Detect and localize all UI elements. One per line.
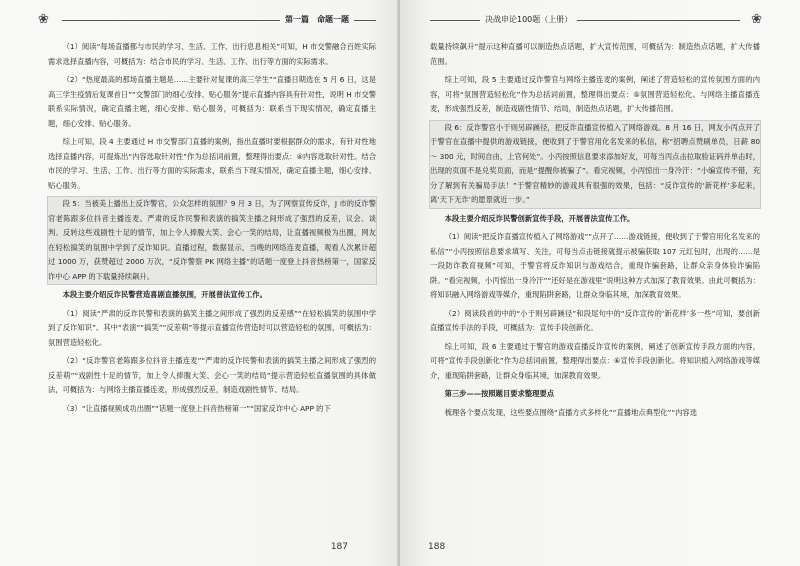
body-paragraph: （2）“热度最高的那场直播主题是……主要针对复课的高三学生”“直播日期选在 5 月 6 日，这是高三学生疫情后复课首日”“交警部门的细心安排、贴心服务”提示直播内容具有针对性，说明 H 市交警联系实际情况，确定直播主题，细心安排、贴心服务，可概括为：联系当下现实情况，确定直播主题，细心安排、贴心服务。 [48, 75, 376, 128]
body-paragraph: （2）“反诈警官老陈跟多位抖音主播连麦”“严肃的反诈民警和表演的搞笑主播之间形成了强烈的反差萌”“戏剧性十足的情节，加上令人捧腹大笑、会心一笑的结局”提示营造轻松直播氛围的具体做法，可概括为：与网络主播直播连麦，形成强烈反差，制造戏剧性情节、结局。 [48, 356, 376, 394]
page-number: 188 [428, 542, 446, 552]
flower-ornament-icon: ❀ [38, 12, 49, 27]
body-paragraph: （1）阅读“严肃的反诈民警和表演的搞笑主播之间形成了强烈的反差感”“在轻松搞笑的氛围中学到了反诈知识”。其中“表演”“搞笑”“反差萌”等提示直播宣传营造时可以营造轻松的氛围，可概括为：氛围营造轻松化。 [48, 308, 376, 347]
body-paragraph: 综上可知，段 6 主要通过于警官的游戏直播反诈宣传的案例，阐述了创新宣传手段方面的内容，可将“宣传手段创新化”作为总括词前置，整理得出要点：⑥宣传手段创新化。将知识植入网络游戏等媒介，重现陷阱套路，让群众身临其境，加深教育效果。 [430, 341, 760, 380]
highlighted-case-paragraph: 段 6：反诈警官小于则另辟蹊径，把反诈直播宣传植入了网络游戏。8 月 16 日，网友小丙点开了于警官在直播中提供的游戏链接，便收到了于警官用化名发来的私信，称“招聘点赞刷单员，日薪 80 ～ 300 元，时间自由，上官何处”。小丙按照信息要求添加好友，可每当丙点击拉取验证码并单击时，出现的页面不是兑奖页面，而是“提醒你被骗了”。看完视频，小丙惊出一身冷汗：“小编宣传不错，充分了解到有关骗局手法！”于警官精妙的游戏具有很强的效果，包括：“反诈宣传的‘新花样’多起来，离‘天下无诈’的愿景就近一步。” [430, 121, 760, 208]
body-paragraph: 梳理各个要点发现，这些要点围绕“直播方式多样化”“直播地点典型化”“内容选 [444, 407, 697, 417]
flower-ornament-icon: ❀ [751, 12, 762, 27]
body-paragraph: （1）阅读“每场直播都与市民的学习、生活、工作、出行息息相关”可知，H 市交警融合百姓实际需求选择直播内容，可概括为：结合市民的学习、生活、工作、出行等方面的实际需求。 [48, 42, 376, 66]
right-running-header: 决战申论100题（上册） [480, 14, 577, 26]
body-paragraph: （2）阅读段首的中的“小于则另辟蹊径”和段尾句中的“反诈宣传的‘新花样’多一些”可知，要创新直播宣传手法的手段，可概括为：宣传手段创新化。 [430, 308, 760, 332]
section-summary: 本段主要介绍反诈民警营造喜剧直播氛围，开展普法宣传工作。 [62, 290, 267, 299]
section-summary: 本段主要介绍反诈民警创新宣传手段，开展普法宣传工作。 [444, 213, 635, 223]
body-paragraph: （1）阅读“把反诈直播宣传植入了网络游戏”“点开了……游戏链接，便收到了于警官用化名发来的私信”“小丙按照信息要求填写、关注，可每当点击链接就提示被骗获取 107 元红包时，出现的……是一段防诈教育视频”可知，于警官将反诈知识与游戏结合，重现诈骗套路，让群众亲身体验诈骗陷阱。“看完视频，小丙惊出一身冷汗”“还好是在游戏里”说明这种方式加深了教育效果。由此可概括为：将知识融入网络游戏等媒介，重现陷阱套路，让群众身临其境，加深教育效果。 [430, 232, 760, 299]
header-rule [430, 20, 740, 21]
page-number: 187 [330, 542, 348, 552]
body-paragraph: 综上可知，段 4 主要通过 H 市交警部门直播的案例，指出直播时要根据群众的需求，有针对性地选择直播内容，可提炼出“内容选取针对性”作为总括词前置，整理得出要点：④内容选取针对性。结合市民的学习、生活、工作、出行等方面的实际需求，联系当下现实情况，确定直播主题，细心安排、贴心服务。 [48, 137, 376, 190]
body-paragraph: 载量持续飙升”提示这种直播可以制造热点话题，扩大宣传范围，可概括为：制造热点话题，扩大传播范围。 [430, 42, 760, 66]
left-running-header: 第一篇 命题一题 [280, 14, 354, 26]
highlighted-case-paragraph: 段 5：当被美上播出上反诈警官，公众怎样的氛围？9 月 3 日，为了网察宣传反诈，J 市的反诈警官老陈跟多位抖音主播连麦。严肃的反诈民警和表演的搞笑主播之间形成了强烈的反差，议会、谈判、反转这些戏剧性十足的情节，加上令人捧腹大笑、会心一笑的结局，让直播视频极为出圈，网友在轻松搞笑的氛围中学到了反诈知识。直播过程，数据显示，当晚的网络连麦直播，观看人次累计超过 1000 万，获赞超过 2000 万次，“反诈警察 PK 网络主播”的话题一度登上抖音热榜第一，国家反诈中心 APP 的下载量持续飙升。 [48, 197, 376, 284]
step-heading: 第三步——按照题目要求整理要点 [444, 389, 555, 398]
right-page [400, 0, 800, 566]
body-paragraph: （3）“让直播视频成功出圈”“话题一度登上抖音热榜第一”“国家反诈中心 APP 的下 [62, 403, 331, 413]
right-page-header [400, 13, 800, 27]
left-page-header [0, 13, 400, 27]
body-paragraph: 综上可知，段 5 主要通过反诈警官与网络主播连麦的案例，阐述了营造轻松的宣传氛围方面的内容，可将“氛围营造轻松化”作为总括词前置，整理得出要点：⑤氛围营造轻松化。与网络主播直播连麦，形成强烈反差，制造戏剧性情节、结局，制造热点话题，扩大传播范围。 [430, 75, 760, 113]
